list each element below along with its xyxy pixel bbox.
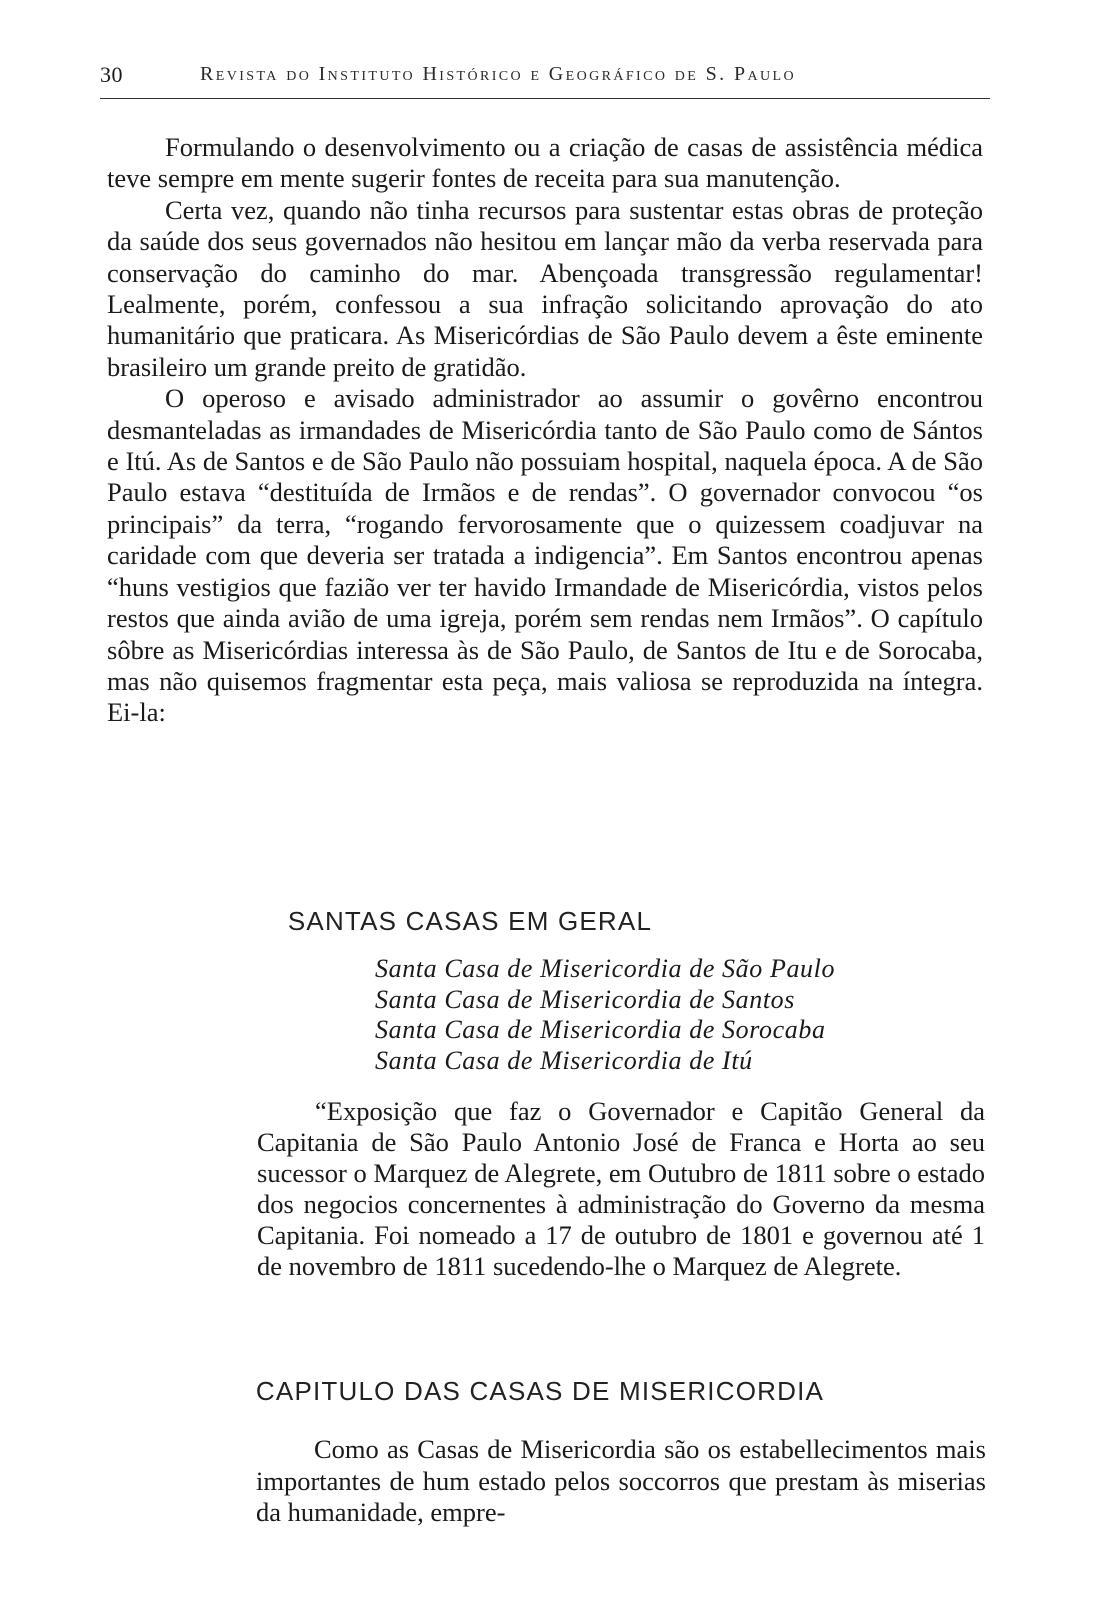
paragraph-2: Certa vez, quando não tinha recursos para sustentar estas obras de proteção da saúde dos seus governados não hesitou em lançar mão da verba reservada para conservação do caminho do mar. Abençoada transgressão regulamentar! Lealmente, porém, confessou a sua infração solicitando aprovação do ato humanitário que praticara. As Misericórdias de São Paulo devem a êste eminente brasileiro um grande preito de gratidão.: [107, 194, 983, 382]
section-heading-capitulo: CAPITULO DAS CASAS DE MISERICORDIA: [255, 1376, 825, 1406]
capitulo-paragraph: Como as Casas de Misericordia são os estabellecimentos mais importantes de hum estado pelos soccorros que prestam às miserias da humanidade, empre-: [256, 1434, 986, 1527]
paragraph-1: Formulando o desenvolvimento ou a criação de casas de assistência médica teve sempre em mente sugerir fontes de receita para sua manutenção.: [107, 132, 983, 194]
paragraph-3: O operoso e avisado administrador ao assumir o govêrno encontrou desmanteladas as irmandades de Misericórdia tanto de São Paulo como de Sántos e Itú. As de Santos e de São Paulo não possuiam hospital, naquela época. A de São Paulo estava “destituída de Irmãos e de rendas”. O governador convocou “os principais” da terra, “rogando fervorosamente que o quizessem coadjuvar na caridade com que deveria ser tratada a indigencia”. Em Santos encontrou apenas “huns vestigios que fazião ver ter havido Irmandade de Misericórdia, vistos pelos restos que ainda avião de uma igreja, porém sem rendas nem Irmãos”. O capítulo sôbre as Misericórdias interessa às de São Paulo, de Santos de Itu e de Sorocaba, mas não quisemos fragmentar esta peça, mais valiosa se reproduzida na íntegra. Ei-la:: [107, 383, 983, 728]
quote-paragraph: “Exposição que faz o Governador e Capitão General da Capitania de São Paulo Antonio José de Franca e Horta ao seu sucessor o Marquez de Alegrete, em Outubro de 1811 sobre o estado dos negocios concernentes à administração do Governo da mesma Capitania. Foi nomeado a 17 de outubro de 1801 e governou até 1 de novembro de 1811 sucedendo-lhe o Marquez de Alegrete.: [257, 1096, 985, 1281]
running-title: Revista do Instituto Histórico e Geográfico de S. Paulo: [200, 63, 796, 85]
quote-block: [257, 1096, 985, 1281]
list-item: Santa Casa de Misericordia de Sorocaba: [375, 1015, 826, 1044]
list-item: Santa Casa de Misericordia de Itú: [375, 1045, 753, 1075]
santas-casas-list: [375, 954, 835, 1076]
page-number: 30: [100, 62, 123, 87]
list-item: Santa Casa de Misericordia de São Paulo: [375, 954, 836, 983]
body-text: [107, 132, 983, 729]
capitulo-text: [256, 1434, 986, 1529]
list-item: Santa Casa de Misericordia de Santos: [375, 984, 796, 1014]
section-heading-santas-casas: SANTAS CASAS EM GERAL: [287, 906, 653, 936]
page-header: [100, 62, 990, 99]
